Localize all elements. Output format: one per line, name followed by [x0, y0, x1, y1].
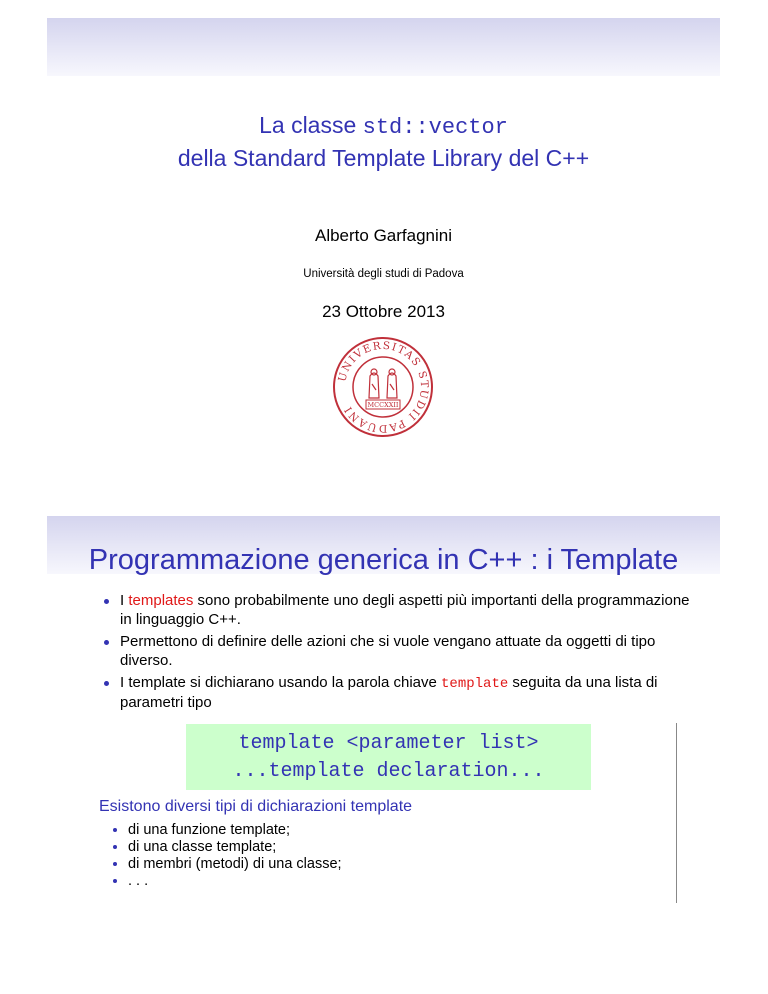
sub-bullet-item: [112, 856, 342, 873]
divider-line: [676, 723, 677, 903]
bullet-icon: [104, 640, 109, 645]
bullet-icon: [104, 599, 109, 604]
header-band: [47, 18, 720, 76]
sub-bullet-item: [112, 839, 342, 856]
code-line: ...template declaration...: [232, 760, 545, 783]
bullet-text: Permettono di definire delle azioni che si vuole vengano attuate da oggetti di tipo diverso.: [120, 633, 656, 669]
sub-bullet-text: di una funzione template;: [128, 822, 291, 838]
title-prefix: La classe: [259, 112, 357, 138]
title-slide: [47, 18, 720, 478]
title-code: std::vector: [362, 115, 508, 140]
templates-slide: [47, 516, 720, 936]
highlight-text: templates: [128, 592, 194, 609]
block-title: Esistono diversi tipi di dichiarazioni template: [99, 798, 413, 815]
bullet-list: [102, 592, 702, 716]
bullet-icon: [113, 845, 117, 849]
author: Alberto Garfagnini: [314, 226, 453, 245]
code-line: template <parameter list>: [238, 732, 539, 755]
bullet-icon: [113, 862, 117, 866]
bullet-icon: [113, 828, 117, 832]
sub-bullet-text: . . .: [128, 873, 149, 889]
bullet-item: [102, 674, 702, 712]
bullet-text: sono probabilmente uno degli aspetti più importanti della programmazione in linguaggio C++.: [120, 592, 690, 628]
sub-bullet-text: di una classe template;: [128, 839, 277, 855]
title-line2: della Standard Template Library del C++: [177, 145, 590, 171]
institution: Università degli studi di Padova: [303, 268, 464, 280]
seal-banner: MCCXXII: [367, 401, 399, 409]
bullet-text: I: [120, 592, 129, 609]
slide-title: Programmazione generica in C++ : i Template: [88, 544, 679, 576]
bullet-icon: [113, 879, 117, 883]
code-block: [186, 724, 591, 790]
bullet-icon: [104, 681, 109, 686]
university-seal-logo: [332, 336, 434, 438]
bullet-item: [102, 592, 702, 629]
svg-text:UNIVERSITAS STUDII PADUANI: [336, 340, 430, 434]
date: 23 Ottobre 2013: [322, 302, 445, 321]
sub-bullet-item: [112, 873, 342, 890]
sub-bullet-list: [112, 822, 342, 890]
bullet-text: seguita da una lista di parametri tipo: [120, 674, 658, 711]
seal-ring-text: UNIVERSITAS STUDII PADUANI: [336, 339, 431, 435]
sub-bullet-item: [112, 822, 342, 839]
inline-code: template: [441, 676, 509, 692]
bullet-text: I template si dichiarano usando la parola chiave: [120, 674, 442, 691]
sub-bullet-text: di membri (metodi) di una classe;: [128, 856, 342, 872]
presentation-title: [47, 110, 720, 174]
bullet-item: [102, 633, 702, 670]
